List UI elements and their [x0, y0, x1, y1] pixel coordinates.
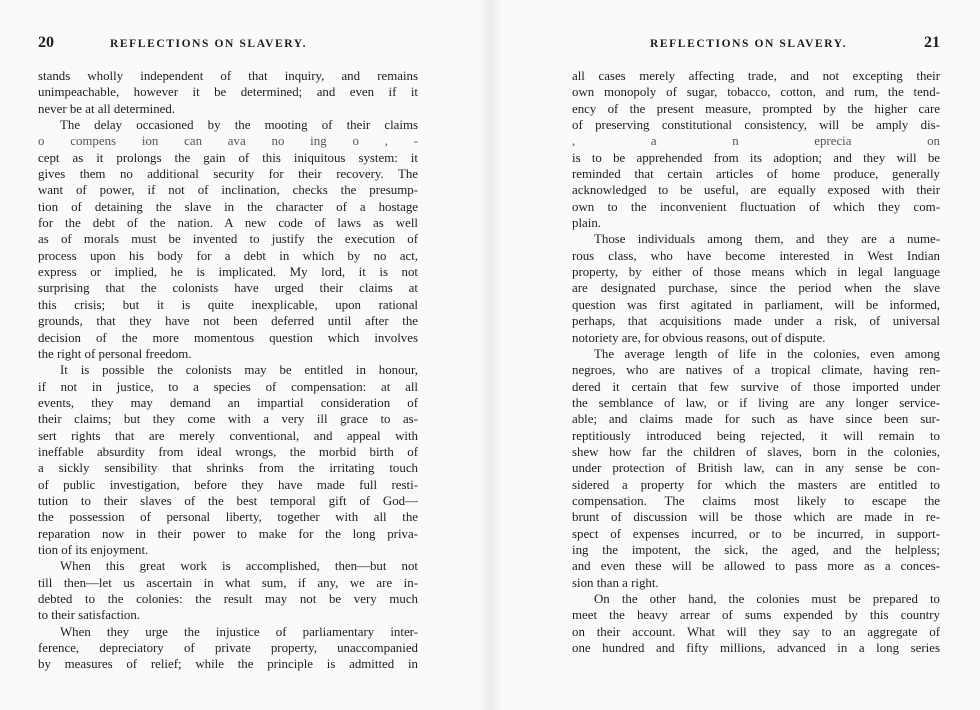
text-line: acknowledged to be useful, are equally exposed with their: [572, 183, 940, 198]
text-line: events, they may demand an impartial consideration of: [38, 395, 418, 410]
text-line: the right of personal freedom.: [38, 346, 192, 361]
text-line: unimpeachable, however it be determined; and even if it: [38, 85, 418, 100]
text-line: plain.: [572, 216, 601, 231]
right-page: [490, 0, 980, 710]
text-line: under protection of British law, can in any sense be con-: [572, 461, 940, 476]
text-line: tion of its enjoyment.: [38, 542, 149, 557]
text-line: ineffable absurdity from ideal wrongs, the morbid birth of: [38, 444, 418, 459]
text-line: if not in justice, to a species of compensation: at all: [38, 379, 418, 394]
text-line: tution to their slaves of the best temporal gift of God—: [38, 493, 418, 508]
text-line: ing the impotent, the sick, the aged, and the helpless;: [572, 542, 940, 557]
text-line: sert rights that are merely conventional, and appeal with: [38, 428, 418, 443]
text-line: , a n eprecia on: [572, 134, 940, 149]
right-running-head: [572, 34, 940, 58]
text-line: the semblance of law, or if living are any longer service-: [572, 395, 940, 410]
text-line: When they urge the injustice of parliamentary inter-: [60, 624, 418, 639]
text-line: sidered a property for which the masters are entitled to: [572, 477, 940, 492]
text-line: o compens ion can ava no ing o , -: [38, 134, 418, 149]
text-line: stands wholly independent of that inquiry, and remains: [38, 69, 418, 83]
text-line: surprising that the colonists have urged their claims at: [38, 281, 418, 296]
text-line: question was first agitated in parliament, will be informed,: [572, 297, 940, 312]
text-line: notoriety are, for obvious reasons, out of dispute.: [572, 330, 826, 345]
text-line: process upon his body for a debt in which by no act,: [38, 248, 418, 263]
left-running-title: REFLECTIONS ON SLAVERY.: [110, 38, 308, 50]
left-running-head: [38, 34, 418, 58]
text-line: and even these will be allowed to pass more as a conces-: [572, 559, 940, 574]
text-line: own to the inconvenient fluctuation of which they com-: [572, 199, 940, 214]
text-line: reparation now in their power to make for the long priva-: [38, 526, 418, 541]
text-line: shew how far the children of slaves, born in the colonies,: [572, 444, 940, 459]
text-line: gives them no additional security for their recovery. The: [38, 167, 418, 182]
right-running-title: REFLECTIONS ON SLAVERY.: [650, 38, 848, 50]
text-line: ency of the present measure, prompted by the higher care: [572, 101, 940, 116]
text-line: spect of expenses incurred, or to be incurred, in support-: [572, 526, 940, 541]
text-line: for the debt of the nation. A new code of laws as well: [38, 216, 418, 231]
left-page-number: 20: [38, 34, 54, 51]
text-line: own monopoly of sugar, tobacco, cotton, and rum, the tend-: [572, 85, 940, 100]
text-line: grounds, that they have not been deferred until after the: [38, 314, 418, 329]
text-line: of public investigation, before they have made full resti-: [38, 477, 418, 492]
text-line: want of power, if not of inclination, checks the presump-: [38, 183, 418, 198]
text-line: never be at all determined.: [38, 101, 176, 116]
text-line: this crisis; but it is quite inexplicable, upon rational: [38, 297, 418, 312]
right-page-number: 21: [924, 34, 940, 51]
text-line: of preserving constitutional consistency, will be amply dis-: [572, 118, 940, 133]
text-line: compensation. The claims most likely to escape the: [572, 493, 940, 508]
text-line: property, by either of those means which in legal language: [572, 265, 940, 280]
text-line: When this great work is accomplished, then—but not: [60, 559, 418, 574]
text-line: The delay occasioned by the mooting of their claims: [60, 118, 418, 133]
text-line: decision of the more momentous question which involves: [38, 330, 418, 345]
text-line: meet the heavy arrear of sums expended by this country: [572, 608, 940, 623]
text-line: rous class, who have become interested in West Indian: [572, 248, 940, 263]
text-line: Those individuals among them, and they are a nume-: [594, 232, 940, 247]
text-line: sion than a right.: [572, 575, 659, 590]
text-line: on their account. What will they say to an aggregate of: [572, 624, 940, 639]
text-line: reminded that certain articles of home produce, generally: [572, 167, 940, 182]
text-line: by measures of relief; while the principle is admitted in: [38, 657, 418, 672]
left-page-text: [38, 68, 418, 673]
text-line: the possession of personal liberty, together with all the: [38, 510, 418, 525]
text-line: cept as it prolongs the gain of this iniquitous system: it: [38, 150, 418, 165]
text-line: negroes, who are natives of a tropical climate, having ren-: [572, 363, 940, 378]
text-line: The average length of life in the colonies, even among: [594, 346, 940, 361]
text-line: brunt of discussion will be those which are made in re-: [572, 510, 940, 525]
text-line: On the other hand, the colonies must be prepared to: [594, 592, 940, 606]
text-line: their claims; but they come with a very ill grace to as-: [38, 412, 418, 427]
text-line: ference, depreciatory of private property, unaccompanied: [38, 641, 418, 656]
text-line: a sickly sensibility that shrinks from the irritating touch: [38, 461, 418, 476]
text-line: to their satisfaction.: [38, 608, 141, 623]
text-line: till then—let us ascertain in what sum, if any, we are in-: [38, 575, 418, 590]
text-line: all cases merely affecting trade, and not excepting their: [572, 69, 940, 83]
text-line: dered it certain that few survive of those imported under: [572, 379, 940, 394]
text-line: It is possible the colonists may be entitled in honour,: [60, 363, 418, 378]
text-line: are designated purchase, since the period when the slave: [572, 281, 940, 296]
text-line: perhaps, that acquisitions made under a risk, of universal: [572, 314, 940, 329]
text-line: as of morals must be invented to justify the execution of: [38, 232, 418, 247]
text-line: one hundred and fifty millions, advanced in a long series: [572, 641, 940, 656]
text-line: debted to the colonies: the result may not be very much: [38, 592, 418, 606]
text-line: express or implied, he is implicated. My lord, it is not: [38, 265, 418, 280]
text-line: able; and claims made for such as have since been sur-: [572, 412, 940, 427]
right-page-text: [572, 68, 940, 656]
text-line: reptitiously introduced being rejected, it will remain to: [572, 428, 940, 443]
text-line: tion of detaining the slave in the character of a hostage: [38, 199, 418, 214]
text-line: is to be apprehended from its adoption; and they will be: [572, 150, 940, 165]
